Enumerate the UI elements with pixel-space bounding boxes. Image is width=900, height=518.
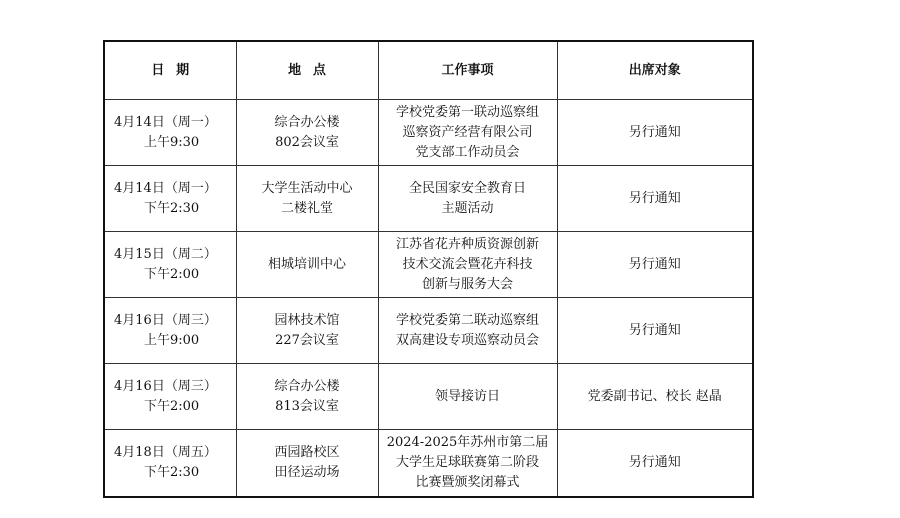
place-line: 综合办公楼	[274, 114, 340, 130]
matter-line: 学校党委第二联动巡察组	[395, 312, 539, 328]
attendees-cell: 党委副书记、校长 赵晶	[557, 364, 753, 430]
matter-line: 领导接访日	[434, 388, 500, 404]
table-row	[104, 430, 753, 497]
table-row	[104, 100, 753, 166]
date-cell	[104, 430, 236, 497]
place-line: 西园路校区	[274, 445, 340, 461]
header-date: 日期	[104, 41, 236, 100]
matter-line: 技术交流会暨花卉科技	[402, 256, 533, 272]
date-cell	[104, 298, 236, 364]
date-text: 4月16日（周三）	[114, 378, 217, 394]
place-line: 802会议室	[275, 134, 339, 150]
place-line: 二楼礼堂	[280, 200, 333, 216]
matter-line: 党支部工作动员会	[415, 144, 520, 160]
date-cell	[104, 232, 236, 298]
matter-line: 巡察资产经营有限公司	[402, 124, 533, 140]
matter-line: 2024-2025年苏州市第二届	[386, 435, 549, 451]
date-cell	[104, 166, 236, 232]
header-matter: 工作事项	[378, 41, 557, 100]
attendees-cell: 另行通知	[557, 298, 753, 364]
date-text: 4月18日（周五）	[114, 445, 217, 461]
matter-line: 双高建设专项巡察动员会	[395, 332, 539, 348]
date-text: 4月14日（周一）	[114, 114, 217, 130]
date-cell	[104, 364, 236, 430]
matter-line: 主题活动	[441, 200, 494, 216]
table-row	[104, 232, 753, 298]
matter-cell	[378, 232, 557, 298]
place-line: 园林技术馆	[274, 312, 340, 328]
matter-line: 江苏省花卉种质资源创新	[395, 236, 539, 252]
schedule-table	[103, 40, 754, 498]
time-text: 上午9:00	[144, 332, 200, 348]
date-text: 4月15日（周二）	[114, 246, 217, 262]
place-cell	[236, 166, 378, 232]
place-line: 227会议室	[275, 332, 339, 348]
place-line: 813会议室	[275, 398, 339, 414]
attendees-cell: 另行通知	[557, 100, 753, 166]
place-line: 相城培训中心	[267, 256, 346, 272]
matter-cell	[378, 100, 557, 166]
header-attendees: 出席对象	[557, 41, 753, 100]
matter-line: 全民国家安全教育日	[408, 180, 526, 196]
table-row	[104, 298, 753, 364]
place-cell	[236, 100, 378, 166]
time-text: 下午2:30	[144, 465, 200, 481]
matter-line: 比赛暨颁奖闭幕式	[415, 475, 520, 491]
place-cell	[236, 430, 378, 497]
time-text: 下午2:30	[144, 200, 200, 216]
header-place: 地点	[236, 41, 378, 100]
time-text: 下午2:00	[144, 266, 200, 282]
matter-line: 大学生足球联赛第二阶段	[395, 455, 539, 471]
place-cell	[236, 232, 378, 298]
time-text: 下午2:00	[144, 398, 200, 414]
matter-cell	[378, 430, 557, 497]
attendees-cell: 另行通知	[557, 232, 753, 298]
place-line: 田径运动场	[274, 465, 340, 481]
attendees-cell: 另行通知	[557, 430, 753, 497]
matter-line: 学校党委第一联动巡察组	[395, 104, 539, 120]
attendees-cell: 另行通知	[557, 166, 753, 232]
time-text: 上午9:30	[144, 134, 200, 150]
place-line: 综合办公楼	[274, 378, 340, 394]
date-cell	[104, 100, 236, 166]
date-text: 4月14日（周一）	[114, 180, 217, 196]
date-text: 4月16日（周三）	[114, 312, 217, 328]
table-row	[104, 166, 753, 232]
table-row	[104, 364, 753, 430]
place-cell	[236, 298, 378, 364]
place-line: 大学生活动中心	[261, 180, 353, 196]
header-row	[104, 41, 753, 100]
matter-cell	[378, 364, 557, 430]
matter-line: 创新与服务大会	[421, 276, 513, 292]
matter-cell	[378, 166, 557, 232]
place-cell	[236, 364, 378, 430]
matter-cell	[378, 298, 557, 364]
